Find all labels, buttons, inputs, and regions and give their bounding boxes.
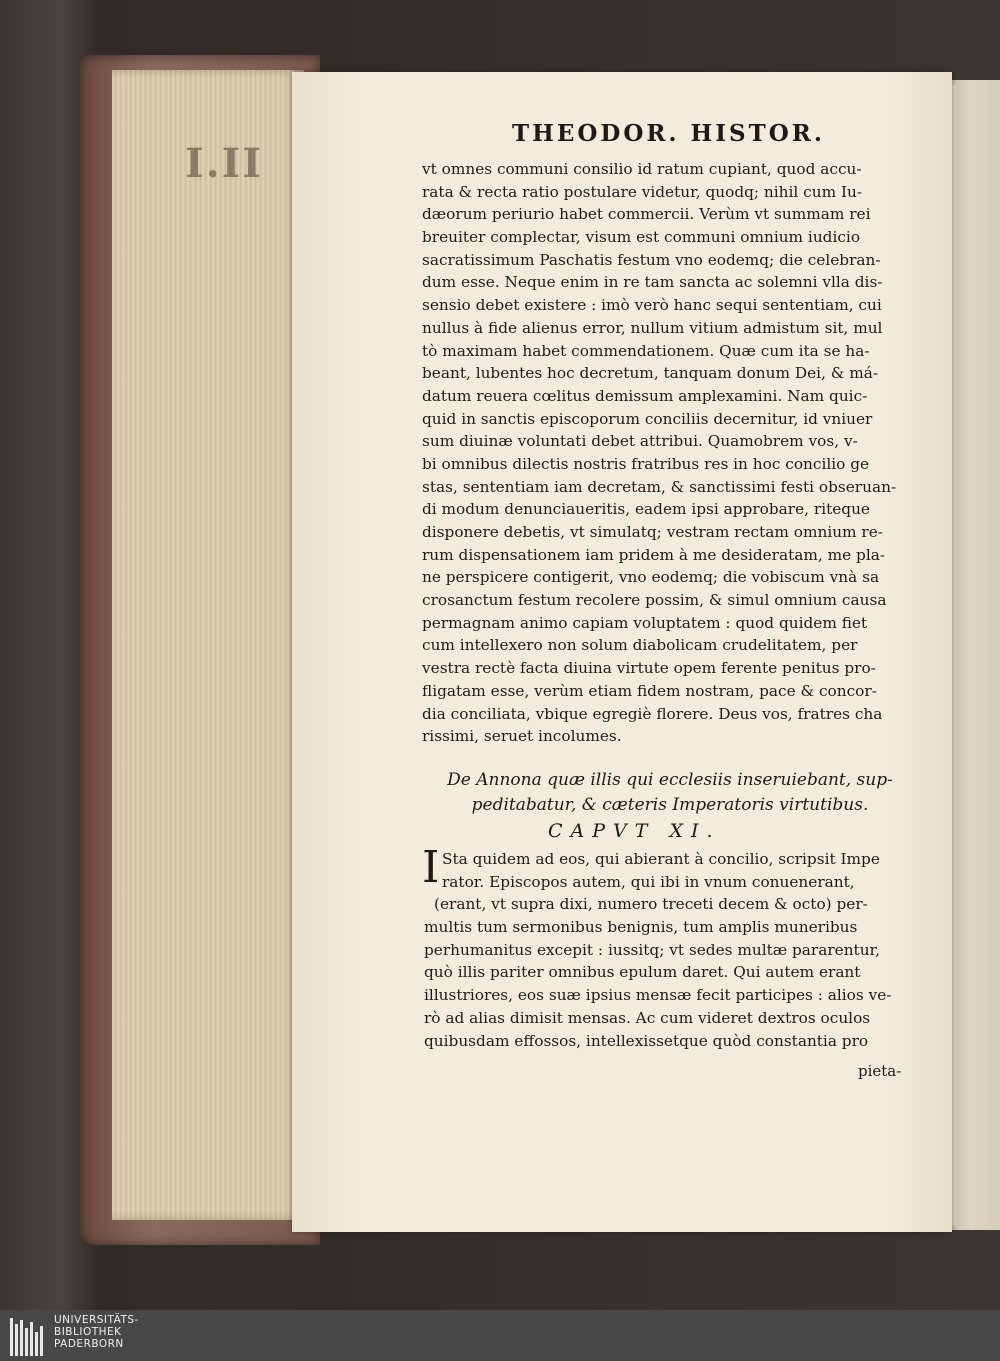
text-line: breuiter complectar, visum est communi omnium iudicio: [422, 228, 861, 247]
text-line: quid in sanctis episcoporum conciliis decernitur, id vniuer: [422, 409, 873, 428]
catchword: pieta-: [858, 1062, 902, 1080]
logo-line: UNIVERSITÄTS-: [54, 1314, 139, 1326]
edge-marking: I.II: [185, 140, 264, 187]
text-line: vestra rectè facta diuina virtute opem ferente penitus pro-: [422, 659, 876, 678]
text-line: (erant, vt supra dixi, numero treceti decem & octo) per-: [434, 895, 868, 914]
text-line: rò ad alias dimisit mensas. Ac cum videret dextros oculos: [424, 1008, 871, 1027]
footer-bar: [0, 1310, 1000, 1361]
facing-page-edge: [952, 80, 1000, 1230]
text-line: perhumanitus excepit : iussitq; vt sedes multæ pararentur,: [424, 940, 881, 959]
text-line: crosanctum festum recolere possim, & simul omnium causa: [422, 591, 887, 610]
text-line: sum diuinæ voluntati debet attribui. Quamobrem vos, v-: [422, 432, 858, 451]
text-line: tò maximam habet commendationem. Quæ cum ita se ha-: [422, 341, 870, 360]
letter-text: [422, 158, 920, 748]
text-line: nullus à fide alienus error, nullum vitium admistum sit, mul: [422, 318, 883, 337]
text-line: Sta quidem ad eos, qui abierant à concilio, scripsit Impe: [442, 850, 880, 868]
text-line: stas, sententiam iam decretam, & sanctissimi festi obseruan-: [422, 477, 897, 496]
text-line: beant, lubentes hoc decretum, tanquam donum Dei, & má-: [422, 364, 879, 383]
text-line: rator. Episcopos autem, qui ibi in vnum conuenerant,: [442, 872, 855, 891]
chapter-number: CAPVT XI.: [548, 820, 721, 842]
text-line: sensio debet existere : imò verò hanc sequi sententiam, cui: [422, 296, 882, 315]
text-line: quò illis pariter omnibus epulum daret. Qui autem erant: [424, 963, 861, 982]
text-line: quibusdam effossos, intellexissetque quòd constantia pro: [424, 1031, 869, 1050]
text-line: fligatam esse, verùm etiam fidem nostram, pace & concor-: [422, 681, 877, 700]
page-block-edge: [112, 70, 304, 1220]
text-line: cum intellexero non solum diabolicam crudelitatem, per: [422, 636, 858, 655]
text-line: sacratissimum Paschatis festum vno eodemq; die celebran-: [422, 250, 881, 269]
chapter-heading: [430, 768, 910, 818]
text-line: dum esse. Neque enim in re tam sancta ac solemni vlla dis-: [422, 273, 883, 292]
running-header: THEODOR. HISTOR.: [512, 120, 825, 147]
text-line: disponere debetis, vt simulatq; vestram rectam omnium re-: [422, 523, 883, 541]
text-line: vt omnes communi consilio id ratum cupiant, quod accu-: [422, 160, 862, 178]
text-line: bi omnibus dilectis nostris fratribus res in hoc concilio ge: [422, 454, 870, 473]
text-line: multis tum sermonibus benignis, tum amplis muneribus: [424, 918, 858, 937]
text-line: di modum denunciaueritis, eadem ipsi approbare, riteque: [422, 500, 870, 519]
text-line: illustriores, eos suæ ipsius mensæ fecit participes : alios ve-: [424, 986, 892, 1005]
drop-capital: I: [422, 842, 440, 893]
text-line: dia conciliata, vbique egregiè florere. Deus vos, fratres cha: [422, 704, 883, 723]
text-line: rata & recta ratio postulare videtur, quodq; nihil cum Iu-: [422, 182, 863, 201]
heading-line: De Annona quæ illis qui ecclesiis inseruiebant, sup-: [447, 770, 893, 790]
heading-line: peditabatur, & cæteris Imperatoris virtutibus.: [471, 795, 869, 815]
library-logo-icon: [10, 1316, 48, 1356]
text-line: dæorum periurio habet commercii. Verùm vt summam rei: [422, 205, 871, 224]
logo-line: PADERBORN: [54, 1338, 124, 1350]
text-line: datum reuera cœlitus demissum amplexamini. Nam quic-: [422, 386, 868, 405]
text-line: rissimi, seruet incolumes.: [422, 727, 622, 746]
chapter-body: [422, 842, 922, 1052]
text-line: rum dispensationem iam pridem à me desideratam, me pla-: [422, 545, 885, 564]
library-logo-text: [54, 1314, 139, 1350]
text-line: ne perspicere contigerit, vno eodemq; die vobiscum vnà sa: [422, 568, 880, 587]
text-line: permagnam animo capiam voluptatem : quod quidem fiet: [422, 613, 868, 632]
logo-line: BIBLIOTHEK: [54, 1326, 122, 1338]
